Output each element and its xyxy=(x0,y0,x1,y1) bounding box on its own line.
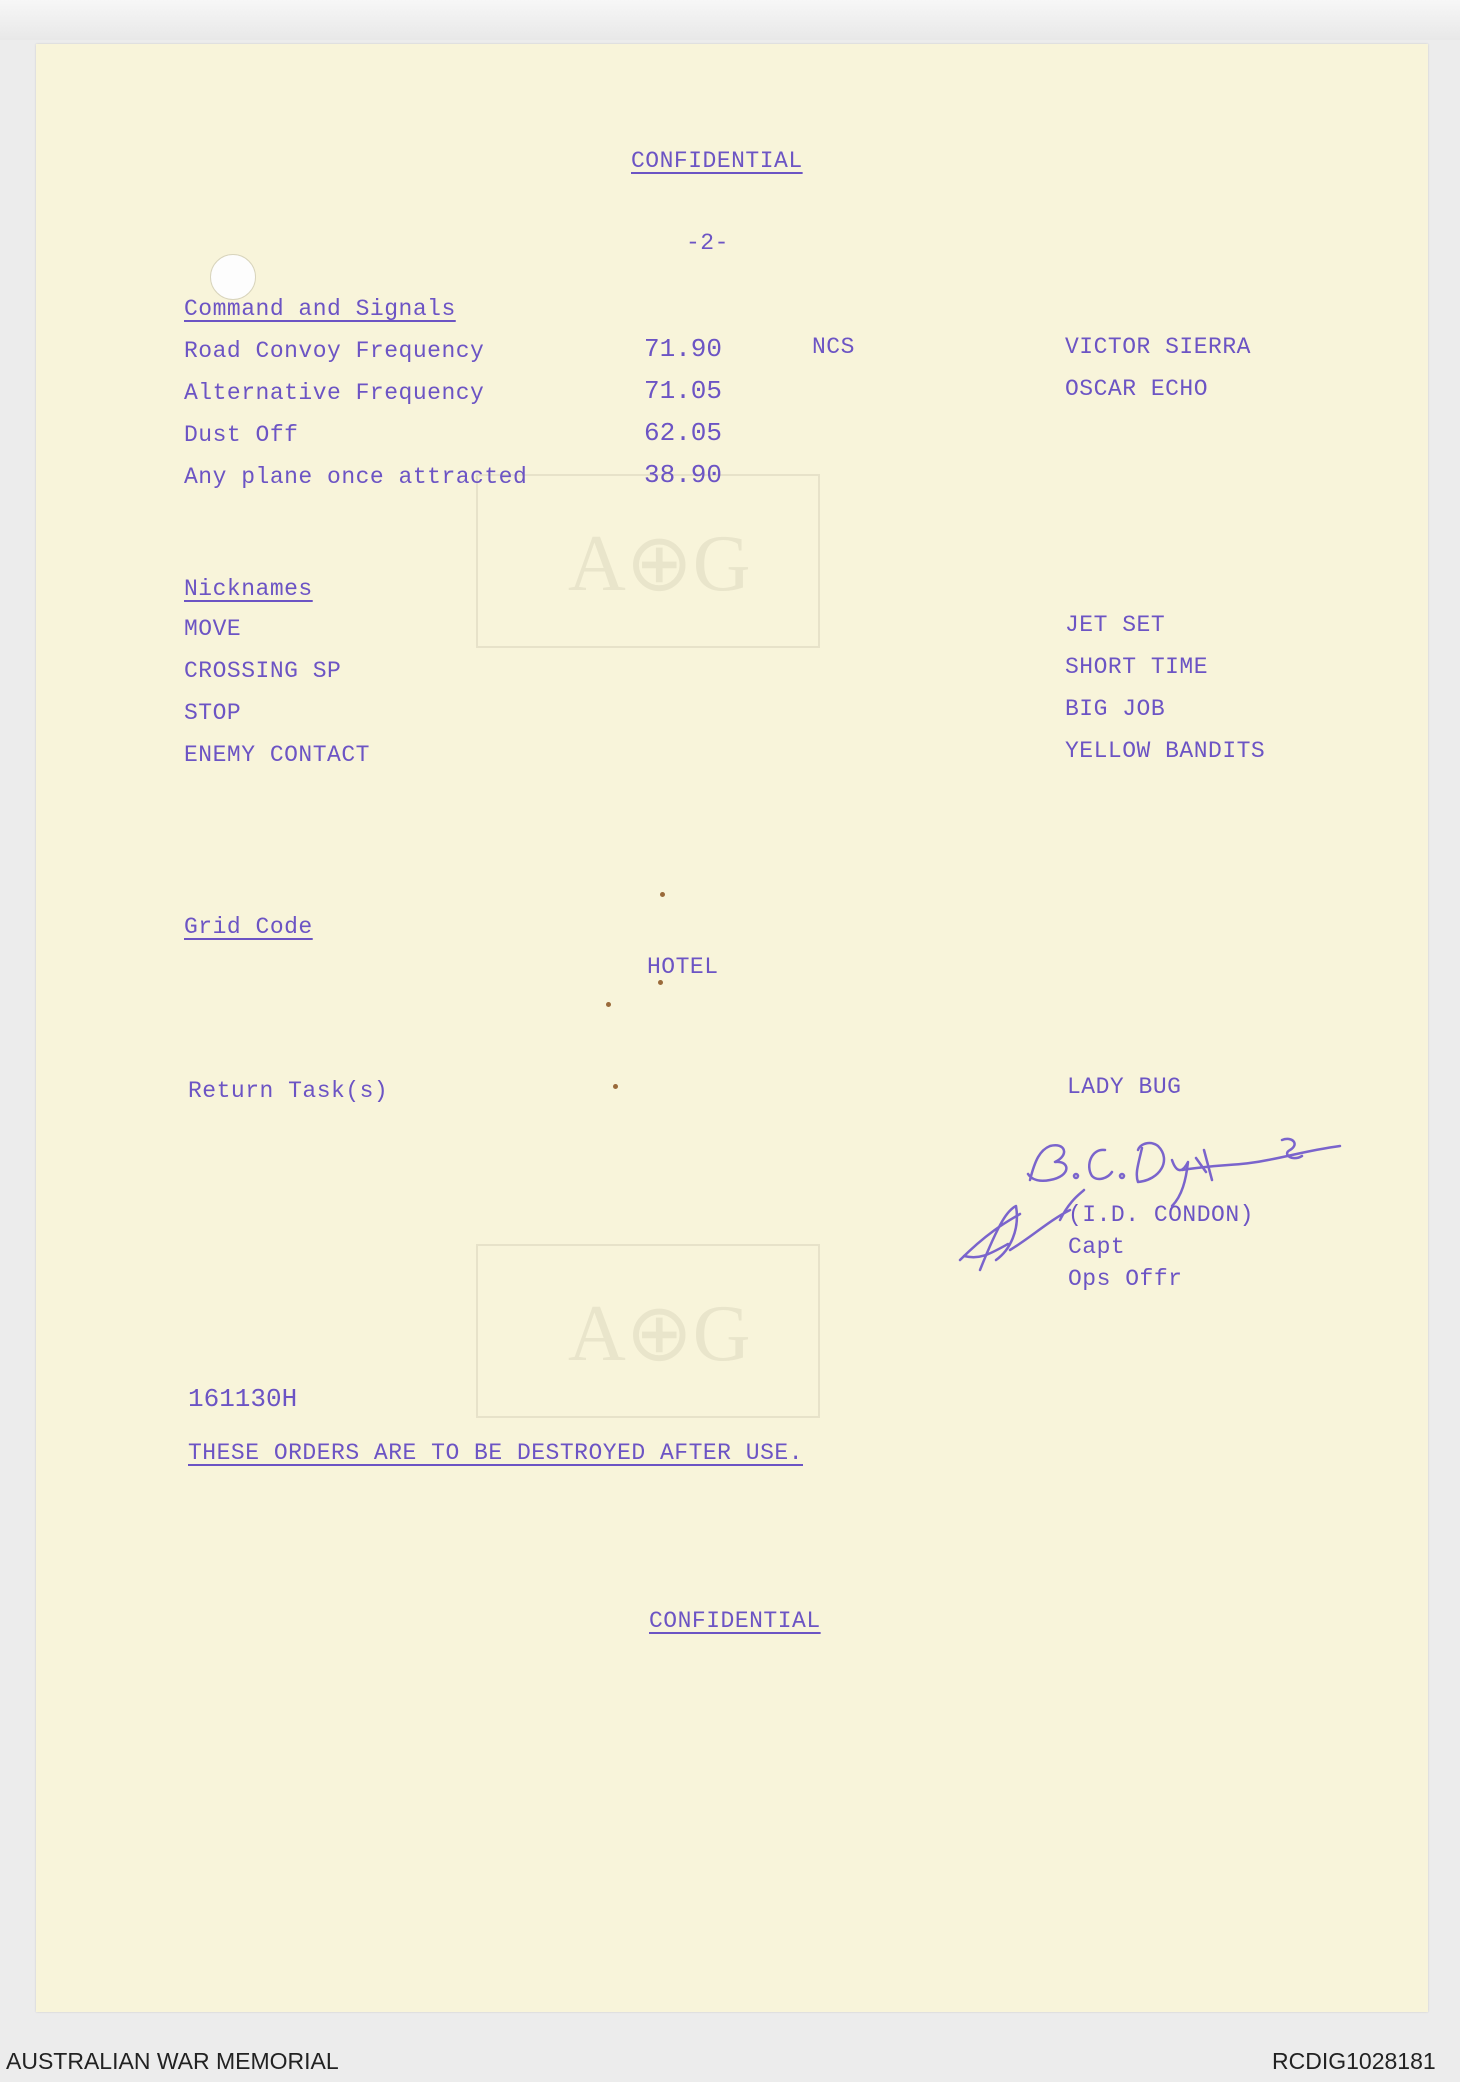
classification-footer: CONFIDENTIAL xyxy=(649,1608,821,1634)
document-page xyxy=(36,44,1428,2012)
return-tasks-value: LADY BUG xyxy=(1067,1074,1182,1100)
nickname-term: ENEMY CONTACT xyxy=(184,742,370,768)
signal-frequency: 38.90 xyxy=(644,460,723,490)
signal-callsign: OSCAR ECHO xyxy=(1065,376,1209,402)
signal-station: NCS xyxy=(812,334,855,360)
signal-frequency: 62.05 xyxy=(644,418,723,448)
nickname-value: BIG JOB xyxy=(1065,696,1166,722)
nicknames-heading: Nicknames xyxy=(184,576,313,602)
top-strip xyxy=(0,0,1460,40)
punch-hole xyxy=(210,254,256,300)
signal-frequency: 71.05 xyxy=(644,376,723,406)
footer-source: AUSTRALIAN WAR MEMORIAL xyxy=(6,2048,339,2074)
paper-speck xyxy=(613,1084,618,1089)
emboss-seal-bottom: A⊕G xyxy=(476,1244,820,1418)
signatory-role: Ops Offr xyxy=(1068,1266,1183,1292)
page-number: -2- xyxy=(686,230,729,256)
signal-callsign: VICTOR SIERRA xyxy=(1065,334,1251,360)
paper-speck xyxy=(606,1002,611,1007)
nickname-term: STOP xyxy=(184,700,242,726)
command-signals-heading: Command and Signals xyxy=(184,296,456,322)
footer-id: RCDIG1028181 xyxy=(1272,2048,1436,2074)
signal-label: Any plane once attracted xyxy=(184,464,528,490)
nickname-value: SHORT TIME xyxy=(1065,654,1209,680)
signal-label: Alternative Frequency xyxy=(184,380,485,406)
date-time-group: 161130H xyxy=(188,1384,298,1414)
destroy-notice: THESE ORDERS ARE TO BE DESTROYED AFTER USE. xyxy=(188,1440,803,1466)
nickname-value: YELLOW BANDITS xyxy=(1065,738,1266,764)
paper-speck xyxy=(658,980,663,985)
emboss-seal-top: A⊕G xyxy=(476,474,820,648)
nickname-value: JET SET xyxy=(1065,612,1166,638)
signal-label: Dust Off xyxy=(184,422,299,448)
return-tasks-label: Return Task(s) xyxy=(188,1078,389,1104)
nickname-term: MOVE xyxy=(184,616,242,642)
handwritten-signature xyxy=(920,1110,1380,1290)
signal-frequency: 71.90 xyxy=(644,334,723,364)
nickname-term: CROSSING SP xyxy=(184,658,342,684)
signatory-rank: Capt xyxy=(1068,1234,1126,1260)
paper-speck xyxy=(660,892,665,897)
signatory-name: (I.D. CONDON) xyxy=(1068,1202,1254,1228)
signal-label: Road Convoy Frequency xyxy=(184,338,485,364)
grid-code-value: HOTEL xyxy=(647,954,719,980)
grid-code-heading: Grid Code xyxy=(184,914,313,940)
classification-header: CONFIDENTIAL xyxy=(631,148,803,174)
